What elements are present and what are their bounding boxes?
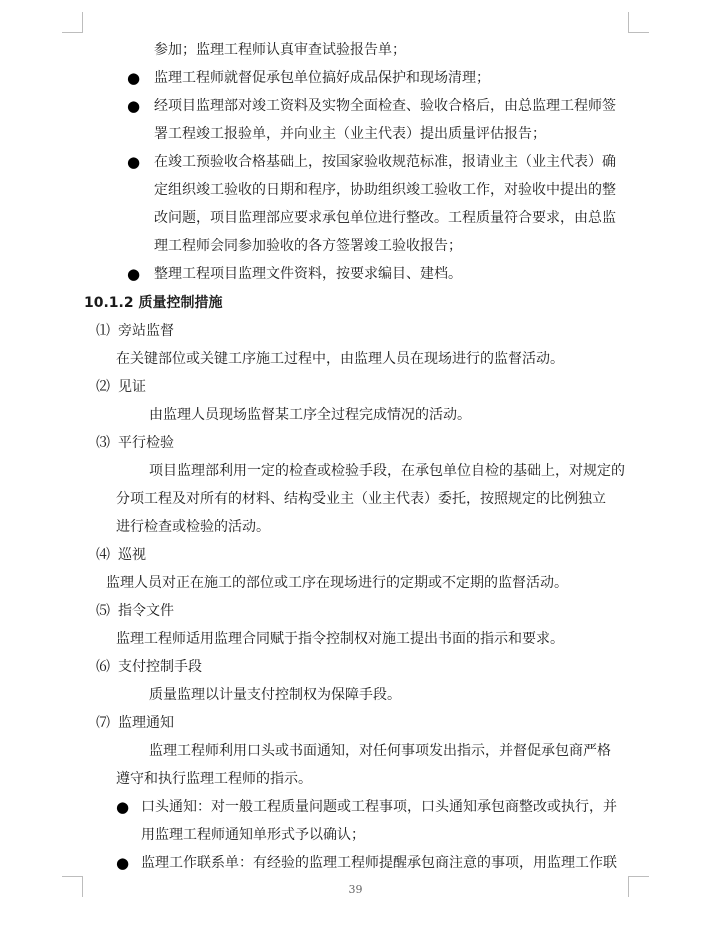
list-line: 改问题，项目监理部应要求承包单位进行整改。工程质量符合要求，由总监 xyxy=(154,210,616,226)
body-line: 监理工程师利用口头或书面通知，对任何事项发出指示，并督促承包商严格 xyxy=(149,743,611,759)
body-line: 监理工程师适用监理合同赋于指令控制权对施工提出书面的指示和要求。 xyxy=(116,631,564,647)
section-heading xyxy=(84,293,222,313)
item-number: ⑹ xyxy=(96,659,110,675)
item-label: 平行检验 xyxy=(118,435,174,451)
body-line: 监理工作联系单：有经验的监理工程师提醒承包商注意的事项，用监理工作联 xyxy=(141,855,617,871)
page-number: 39 xyxy=(348,883,363,896)
list-line: 署工程竣工报验单，并向业主（业主代表）提出质量评估报告； xyxy=(154,126,546,142)
bullet-icon: ● xyxy=(127,69,141,87)
body-line: 在关键部位或关键工序施工过程中，由监理人员在现场进行的监督活动。 xyxy=(116,351,564,367)
item-number: ⑷ xyxy=(96,547,110,563)
list-line: 定组织竣工验收的日期和程序，协助组织竣工验收工作，对验收中提出的整 xyxy=(154,182,616,198)
section-title: 质量控制措施 xyxy=(138,295,223,311)
item-title xyxy=(96,377,146,397)
body-line: 进行检查或检验的活动。 xyxy=(116,519,270,535)
item-number: ⑶ xyxy=(96,435,110,451)
item-number: ⑺ xyxy=(96,715,110,731)
bullet-icon: ● xyxy=(127,265,141,283)
item-number: ⑸ xyxy=(96,603,110,619)
body-line: 口头通知：对一般工程质量问题或工程事项，口头通知承包商整改或执行，并 xyxy=(141,799,617,815)
list-line: 在竣工预验收合格基础上，按国家验收规范标准，报请业主（业主代表）确 xyxy=(154,154,616,170)
item-title xyxy=(96,321,174,341)
list-line: 整理工程项目监理文件资料，按要求编目、建档。 xyxy=(154,266,462,282)
bullet-icon: ● xyxy=(127,153,141,171)
item-title xyxy=(96,601,174,621)
bullet-icon: ● xyxy=(116,798,130,816)
item-title xyxy=(96,657,202,677)
item-label: 监理通知 xyxy=(118,715,174,731)
body-line: 质量监理以计量支付控制权为保障手段。 xyxy=(149,687,401,703)
item-label: 见证 xyxy=(118,379,146,395)
item-title xyxy=(96,713,174,733)
body-line: 遵守和执行监理工程师的指示。 xyxy=(116,771,312,787)
item-title xyxy=(96,545,146,565)
list-line: 监理工程师就督促承包单位搞好成品保护和现场清理； xyxy=(154,70,490,86)
item-label: 支付控制手段 xyxy=(118,659,202,675)
crop-mark-top-left xyxy=(62,12,83,33)
list-line: 理工程师会同参加验收的各方签署竣工验收报告； xyxy=(154,238,462,254)
body-line: 分项工程及对所有的材料、结构受业主（业主代表）委托，按照规定的比例独立 xyxy=(116,491,606,507)
item-number: ⑴ xyxy=(96,323,110,339)
item-title xyxy=(96,433,174,453)
section-number: 10.1.2 xyxy=(84,295,134,311)
item-label: 巡视 xyxy=(118,547,146,563)
item-label: 旁站监督 xyxy=(118,323,174,339)
item-label: 指令文件 xyxy=(118,603,174,619)
list-line: 参加；监理工程师认真审查试验报告单； xyxy=(154,42,406,58)
body-line: 监理人员对正在施工的部位或工序在现场进行的定期或不定期的监督活动。 xyxy=(106,575,568,591)
crop-mark-top-right xyxy=(628,12,649,33)
bullet-icon: ● xyxy=(116,854,130,872)
list-line: 经项目监理部对竣工资料及实物全面检查、验收合格后，由总监理工程师签 xyxy=(154,98,616,114)
bullet-icon: ● xyxy=(127,97,141,115)
item-number: ⑵ xyxy=(96,379,110,395)
body-line: 由监理人员现场监督某工序全过程完成情况的活动。 xyxy=(149,407,471,423)
body-line: 用监理工程师通知单形式予以确认； xyxy=(141,827,365,843)
body-line: 项目监理部利用一定的检查或检验手段，在承包单位自检的基础上，对规定的 xyxy=(149,463,625,479)
